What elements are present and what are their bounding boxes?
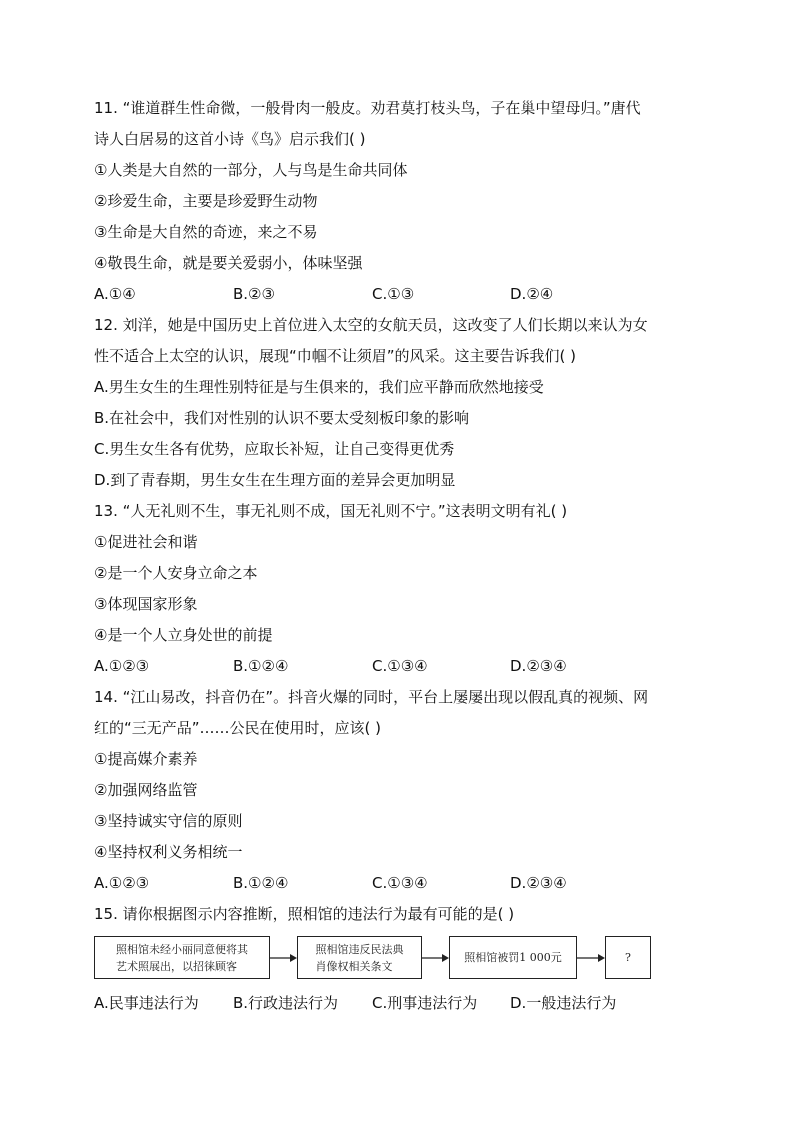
flowchart-box-text: 照相馆违反民法典 xyxy=(315,942,404,956)
question-stem-line: 13. “人无礼则不生，事无礼则不成，国无礼则不宁。”这表明文明有礼( ) xyxy=(94,502,568,520)
statement-line: ④是一个人立身处世的前提 xyxy=(94,626,273,644)
statement-line: B.在社会中，我们对性别的认识不要太受刻板印象的影响 xyxy=(94,409,470,427)
statement-line: A.男生女生的生理性别特征是与生俱来的，我们应平静而欣然地接受 xyxy=(94,378,544,396)
statement-line: ④坚持权利义务相统一 xyxy=(94,843,243,861)
flowchart-arrow xyxy=(422,952,449,964)
answer-option[interactable]: B.②③ xyxy=(233,285,275,303)
flowchart-arrow xyxy=(270,952,297,964)
question-stem-line: 性不适合上太空的认识，展现“巾帼不让须眉”的风采。这主要告诉我们( ) xyxy=(94,347,577,365)
answer-option[interactable]: A.①②③ xyxy=(94,657,150,675)
answer-option[interactable]: A.民事违法行为 xyxy=(94,994,199,1012)
statement-line: ②加强网络监管 xyxy=(94,781,198,799)
statement-line: C.男生女生各有优势，应取长补短，让自己变得更优秀 xyxy=(94,440,455,458)
statement-line: ③生命是大自然的奇迹，来之不易 xyxy=(94,223,318,241)
flowchart-box-text: 艺术照展出，以招徕顾客 xyxy=(116,959,237,973)
statement-line: ②是一个人安身立命之本 xyxy=(94,564,258,582)
answer-option[interactable]: C.①③④ xyxy=(372,657,428,675)
answer-option[interactable]: C.①③④ xyxy=(372,874,428,892)
flowchart-box xyxy=(297,936,422,979)
flowchart-box xyxy=(94,936,270,979)
answer-option[interactable]: C.刑事违法行为 xyxy=(372,994,478,1012)
flowchart-box-text: 照相馆被罚1 000元 xyxy=(464,951,562,964)
question-stem-line: 15. 请你根据图示内容推断，照相馆的违法行为最有可能的是( ) xyxy=(94,905,515,923)
flowchart-box-text: 肖像权相关条文 xyxy=(315,959,393,973)
statement-line: ②珍爱生命，主要是珍爱野生动物 xyxy=(94,192,318,210)
answer-option[interactable]: C.①③ xyxy=(372,285,415,303)
flowchart-box-text: 照相馆未经小丽同意便将其 xyxy=(116,942,248,956)
statement-line: ①人类是大自然的一部分，人与鸟是生命共同体 xyxy=(94,161,408,179)
answer-option[interactable]: D.②③④ xyxy=(510,874,567,892)
answer-option[interactable]: B.①②④ xyxy=(233,874,289,892)
statement-line: ④敬畏生命，就是要关爱弱小，体味坚强 xyxy=(94,254,363,272)
answer-option[interactable]: D.一般违法行为 xyxy=(510,994,617,1012)
question-stem-line: 11. “谁道群生性命微，一般骨肉一般皮。劝君莫打枝头鸟，子在巢中望母归。”唐代 xyxy=(94,99,641,117)
statement-line: ③体现国家形象 xyxy=(94,595,198,613)
statement-line: ①提高媒介素养 xyxy=(94,750,198,768)
answer-option[interactable]: B.行政违法行为 xyxy=(233,994,339,1012)
answer-option[interactable]: D.②④ xyxy=(510,285,554,303)
question-stem-line: 诗人白居易的这首小诗《鸟》启示我们( ) xyxy=(94,130,366,148)
answer-option[interactable]: B.①②④ xyxy=(233,657,289,675)
statement-line: ③坚持诚实守信的原则 xyxy=(94,812,243,830)
statement-line: ①促进社会和谐 xyxy=(94,533,198,551)
answer-option[interactable]: D.②③④ xyxy=(510,657,567,675)
flowchart-box xyxy=(605,936,651,979)
answer-option[interactable]: A.①②③ xyxy=(94,874,150,892)
question-stem-line: 14. “江山易改，抖音仍在”。抖音火爆的同时，平台上屡屡出现以假乱真的视频、网 xyxy=(94,688,649,706)
flowchart-box xyxy=(449,936,577,979)
statement-line: D.到了青春期，男生女生在生理方面的差异会更加明显 xyxy=(94,471,456,489)
answer-option[interactable]: A.①④ xyxy=(94,285,136,303)
flowchart-box-text: ? xyxy=(625,951,631,964)
flowchart-arrow xyxy=(577,952,605,964)
question-stem-line: 红的“三无产品”……公民在使用时，应该( ) xyxy=(94,719,382,737)
question-stem-line: 12. 刘洋，她是中国历史上首位进入太空的女航天员，这改变了人们长期以来认为女 xyxy=(94,316,648,334)
